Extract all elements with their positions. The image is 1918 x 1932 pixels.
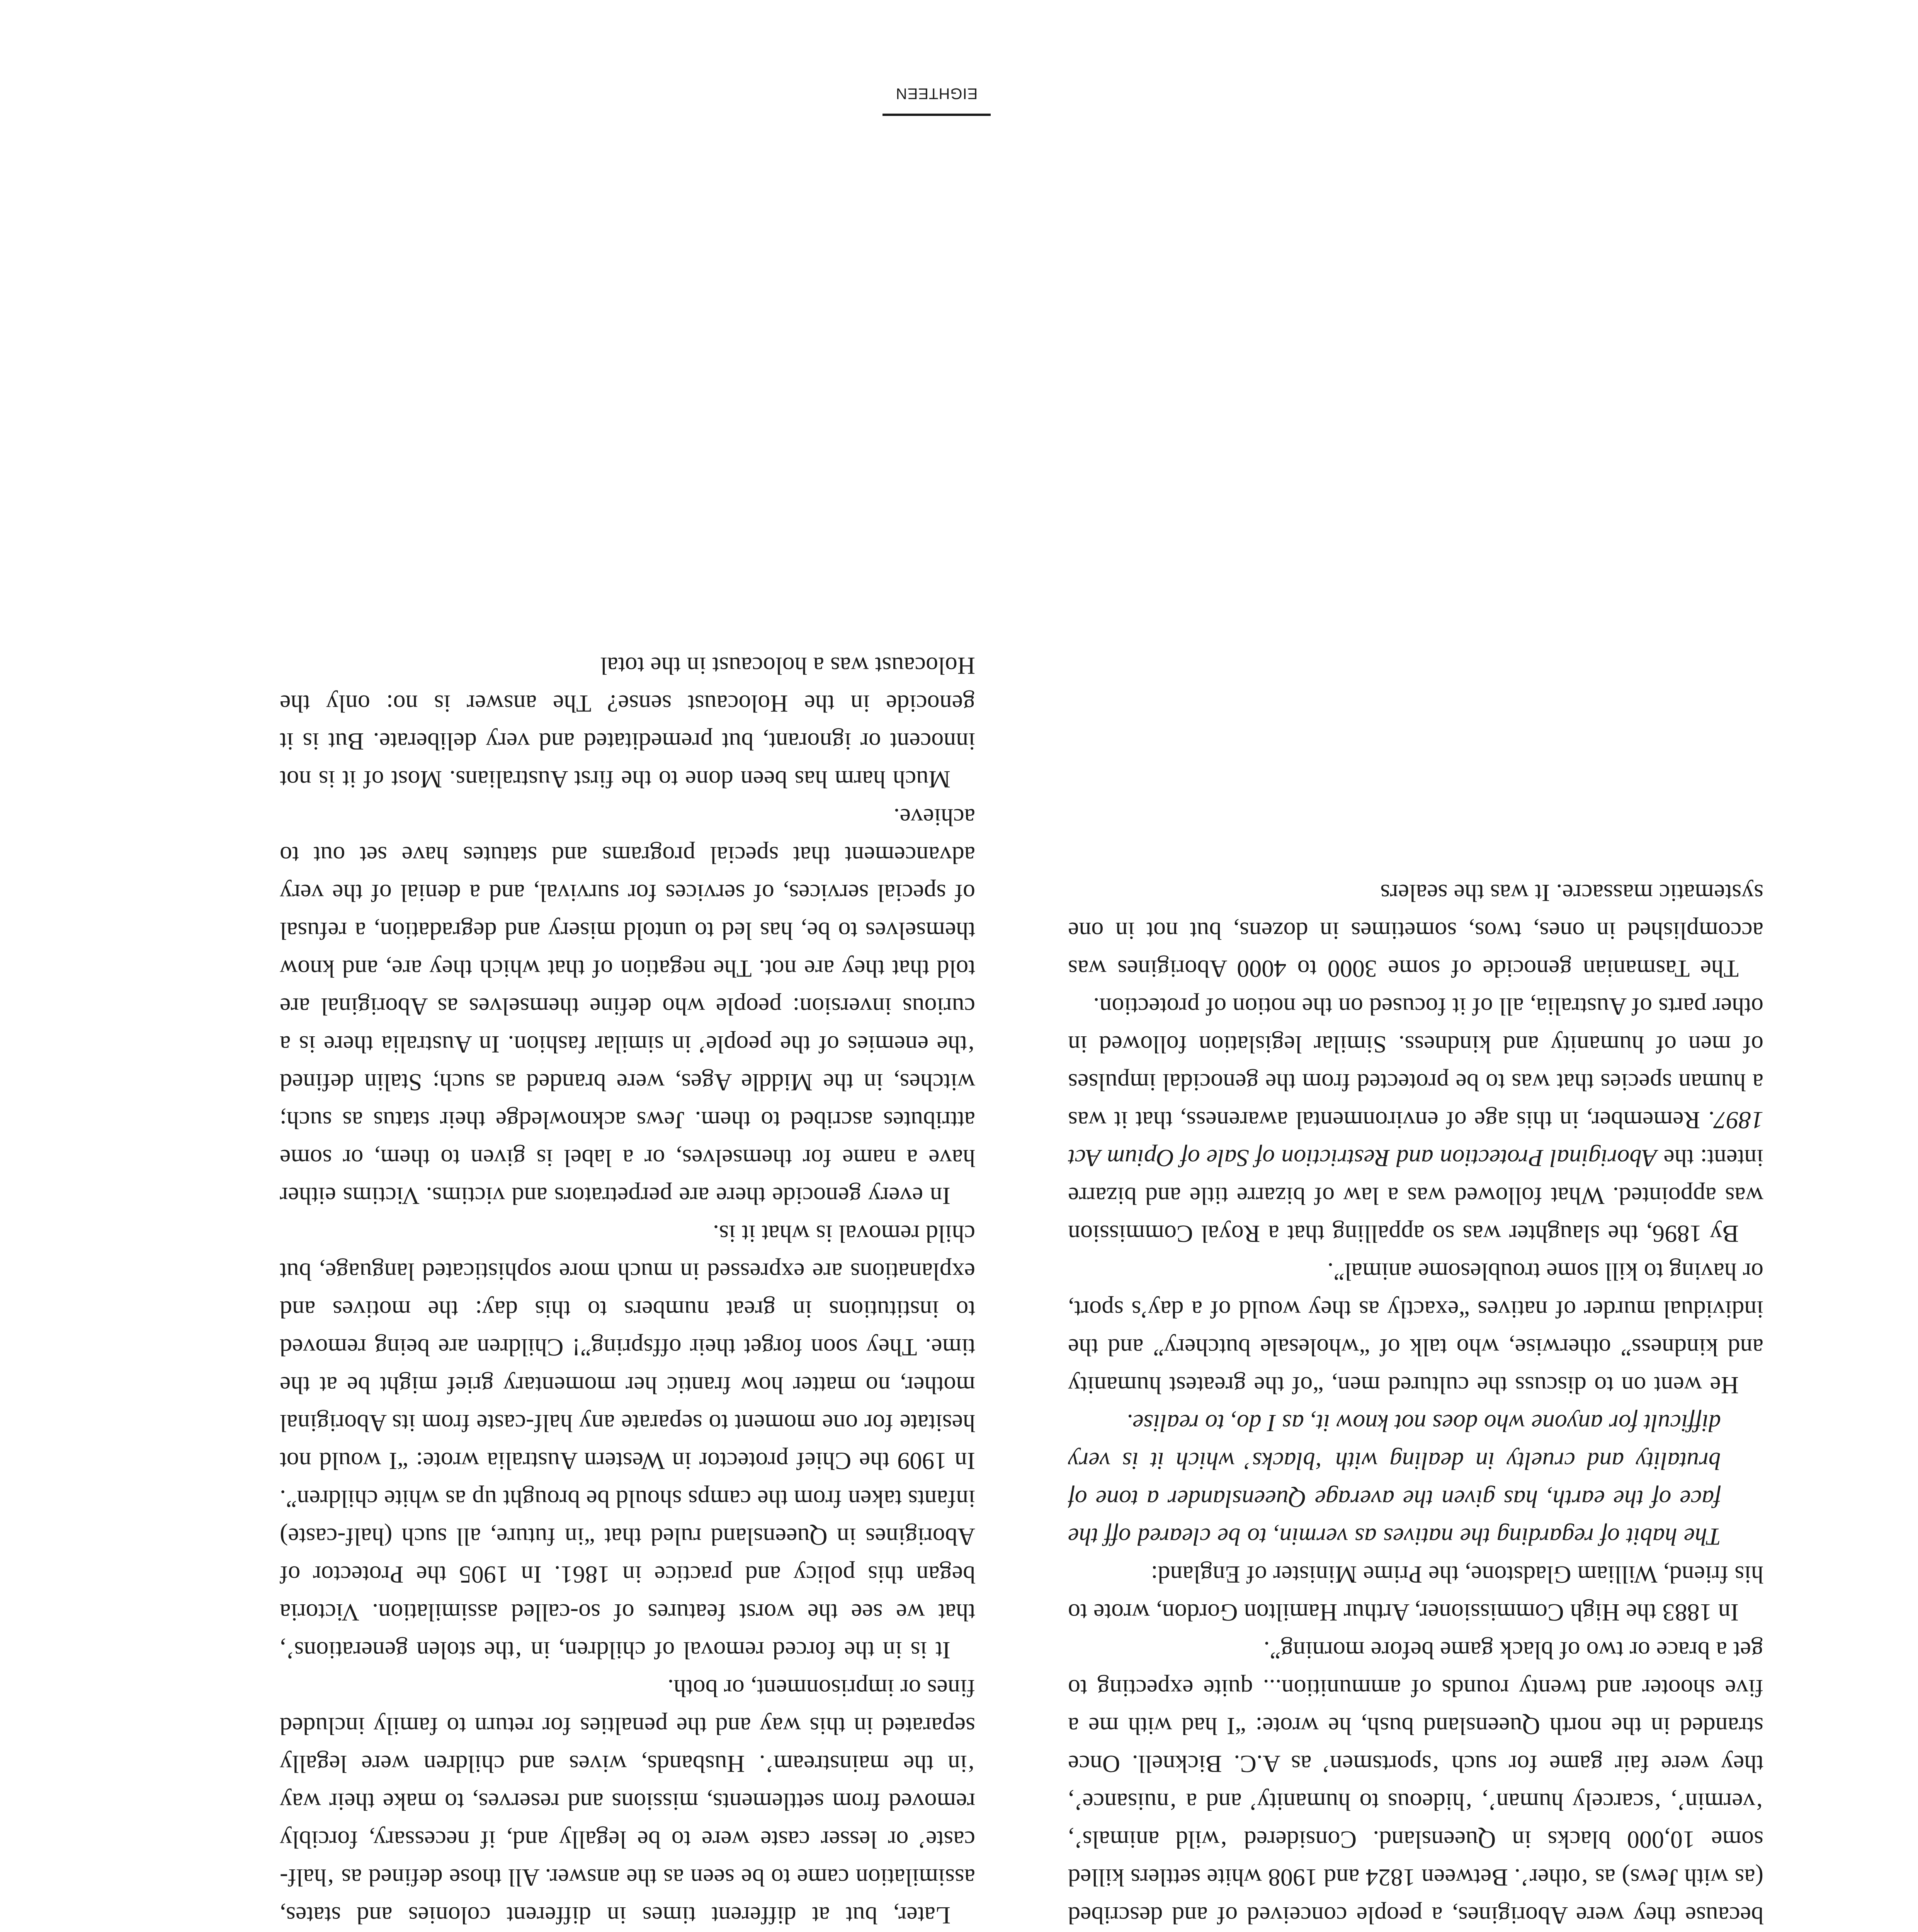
act-title: Aboriginal Protection and Restriction of Sale of Opium Act 1897. <box>1068 1107 1763 1172</box>
paragraph: The Tasmanian genocide of some 3000 to 4000 Aborigines was accomplished in ones, twos, sometimes in dozens, but not in one systematic massacre. It was the sealers <box>1068 879 1763 983</box>
page-number-rule <box>882 114 991 116</box>
paragraph: Much harm has been done to the first Australians. Most of it is not innocent or ignorant, but premeditated and very deliberate. But is it genocide in the Holocaust sense? The answer is no: only the Holocaust was a holocaust in the total <box>280 652 975 793</box>
page-number: EIGHTEEN <box>895 85 978 102</box>
paragraph: It is in the forced removal of children, in ‘the stolen generations’, that we see the worst features of so-called assimilation. Victoria began this policy and practice in 1861. In 1905 the Protector of Aborigines in Queensland ruled that “in future, all such (half-caste) infants taken from the camps should be brought up as white children”. In 1909 the Chief protector in Western Australia wrote: “I would not hesitate for one moment to separate any half-caste from its Aboriginal mother, no matter how frantic her momentary grief might be at the time. They soon forget their offspring”! Children are being removed to institutions in great numbers to this day: the motives and explanations are expressed in much more sophisticated language, but child removal is what it is. <box>280 1220 975 1664</box>
right-column <box>280 146 975 1932</box>
paragraph: He went on to discuss the cultured men, “of the greatest humanity and kindness” otherwise, who talk of “wholesale butchery” and the individual murder of natives “exactly as they would of a day’s sport, or having to kill some troublesome animal”. <box>1068 1258 1763 1399</box>
paragraph: In 1883 the High Commissioner, Arthur Hamilton Gordon, wrote to his friend, William Gladstone, the Prime Minister of England: <box>1068 1561 1763 1626</box>
paragraph: By 1896, the slaughter was so appalling that a Royal Commission was appointed. What followed was a law of bizarre title and bizarre intent: the Aboriginal Protection and Restriction of Sale of Opium Act 1897. Remember, in this age of environmental awareness, that it was a human species that was to be protected from the genocidal impulses of men of humanity and kindness. Similar legislation followed in other parts of Australia, all of it focused on the notion of protection. <box>1068 993 1763 1248</box>
page-number-block <box>882 85 991 116</box>
block-quote: The habit of regarding the natives as vermin, to be cleared off the face of the earth, has given the average Queenslander a tone of brutality and cruelty in dealing with ‘blacks’ which it is very difficult for anyone who does not know it, as I do, to realise. <box>1068 1410 1721 1551</box>
paragraph: because they were Aborigines, a people conceived of and described (as with Jews) as ‘other’. Between 1824 and 1908 white settlers killed some 10,000 blacks in Queensland. Considered ‘wild animals’, ‘vermin’, ‘scarcely human’, ‘hideous to humanity’ and a ‘nuisance’, they were fair game for such ‘sportsmen’ as A.C. Bicknell. Once stranded in the north Queensland bush, he wrote: “I had with me a five shooter and twenty rounds of ammunition... quite expecting to get a brace or two of black game before morning”. <box>1068 1637 1763 1929</box>
paragraph: In every genocide there are perpetrators and victims. Victims either have a name for themselves, or a label is given to them, or some attributes ascribed to them. Jews acknowledge their status as such; witches, in the Middle Ages, were branded as such; Stalin defined ‘the enemies of the people’ in similar fashion. In Australia there is a curious inversion: people who define themselves as Aboriginal are told that they are not. The negation of that which they are, and know themselves to be, has led to untold misery and degradation, a refusal of special services, of services for survival, and a denial of the very advancement that special programs and statutes have set out to achieve. <box>280 804 975 1210</box>
paragraph: Later, but at different times in different colonies and states, assimilation came to be seen as the answer. All those defined as ‘half-caste’ or lesser caste were to be legally and, if necessary, forcibly removed from settlements, missions and reserves, to make their way ‘in the mainstream’. Husbands, wives and children were legally separated in this way and the penalties for return to family included fines or imprisonment, or both. <box>280 1675 975 1929</box>
left-column <box>1068 146 1763 1932</box>
